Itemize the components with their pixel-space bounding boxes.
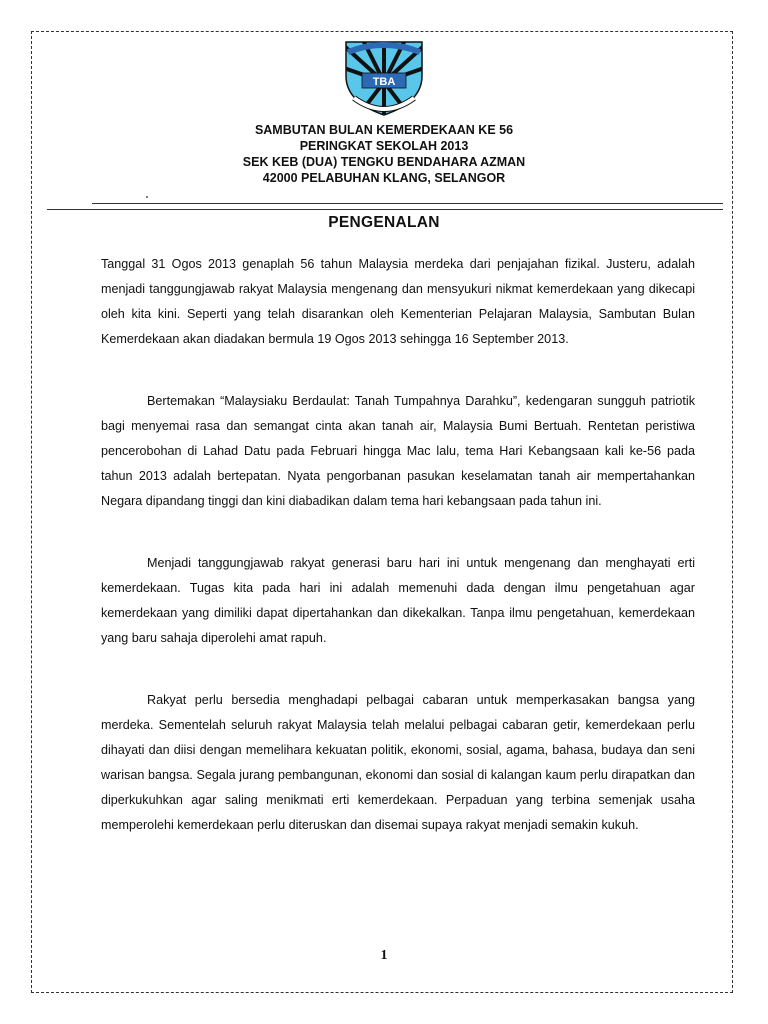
- header-line-4: 42000 PELABUHAN KLANG, SELANGOR: [262, 171, 506, 185]
- header-line-3: SEK KEB (DUA) TENGKU BENDAHARA AZMAN: [242, 155, 526, 169]
- stray-dot: [146, 196, 148, 198]
- page-title: PENGENALAN: [328, 214, 440, 231]
- header-line-2: PERINGKAT SEKOLAH 2013: [299, 139, 469, 153]
- paragraph-2: Bertemakan “Malaysiaku Berdaulat: Tanah Tumpahnya Darahku”, kedengaran sungguh patriotik bagi menyemai rasa dan semangat cinta akan tanah air, Malaysia Bumi Bertuah. Rentetan peristiwa pencerobohan di Lahad Datu pada Februari hingga Mac lalu, tema Hari Kebangsaan kali ke-56 pada tahun 2013 adalah bertepatan. Nyata pengorbanan pasukan keselamatan tanah air mempertahankan Negara dipandang tinggi dan kini diabadikan dalam tema hari kebangsaan pada tahun ini.: [101, 394, 695, 508]
- paragraph-1: Tanggal 31 Ogos 2013 genaplah 56 tahun Malaysia merdeka dari penjajahan fizikal. Justeru, adalah menjadi tanggungjawab rakyat Malaysia mengenang dan mensyukuri nikmat kemerdekaan yang dikecapi oleh kita kini. Seperti yang telah disarankan oleh Kementerian Pelajaran Malaysia, Sambutan Bulan Kemerdekaan akan diadakan bermula 19 Ogos 2013 sehingga 16 September 2013.: [101, 257, 695, 346]
- school-crest-logo: [338, 36, 430, 118]
- page-number: 1: [380, 948, 388, 963]
- document-header: [0, 122, 768, 186]
- logo-text: TBA: [372, 76, 396, 88]
- paragraph-4: Rakyat perlu bersedia menghadapi pelbagai cabaran untuk memperkasakan bangsa yang merdeka. Sementelah seluruh rakyat Malaysia telah melalui pelbagai cabaran getir, kemerdekaan perlu dihayati dan diisi dengan memelihara kekuatan politik, ekonomi, sosial, agama, bahasa, budaya dan seni warisan bangsa. Segala jurang pembangunan, ekonomi dan sosial di kalangan kaum perlu dirapatkan dan diperkukuhkan agar saling menikmati erti kemerdekaan. Perpaduan yang terbina semenjak usaha memperolehi kemerdekaan perlu diteruskan dan disemai supaya rakyat menjadi semakin kukuh.: [101, 693, 695, 832]
- header-divider-bottom: [47, 209, 723, 210]
- header-line-1: SAMBUTAN BULAN KEMERDEKAAN KE 56: [254, 123, 514, 137]
- paragraph-3: Menjadi tanggungjawab rakyat generasi baru hari ini untuk mengenang dan menghayati erti kemerdekaan. Tugas kita pada hari ini adalah memenuhi dada dengan ilmu pengetahuan agar kemerdekaan yang dimiliki dapat dipertahankan dan dikekalkan. Tanpa ilmu pengetahuan, kemerdekaan yang baru sahaja diperolehi amat rapuh.: [101, 556, 695, 645]
- document-body: [101, 252, 695, 875]
- header-divider-top: [92, 203, 723, 204]
